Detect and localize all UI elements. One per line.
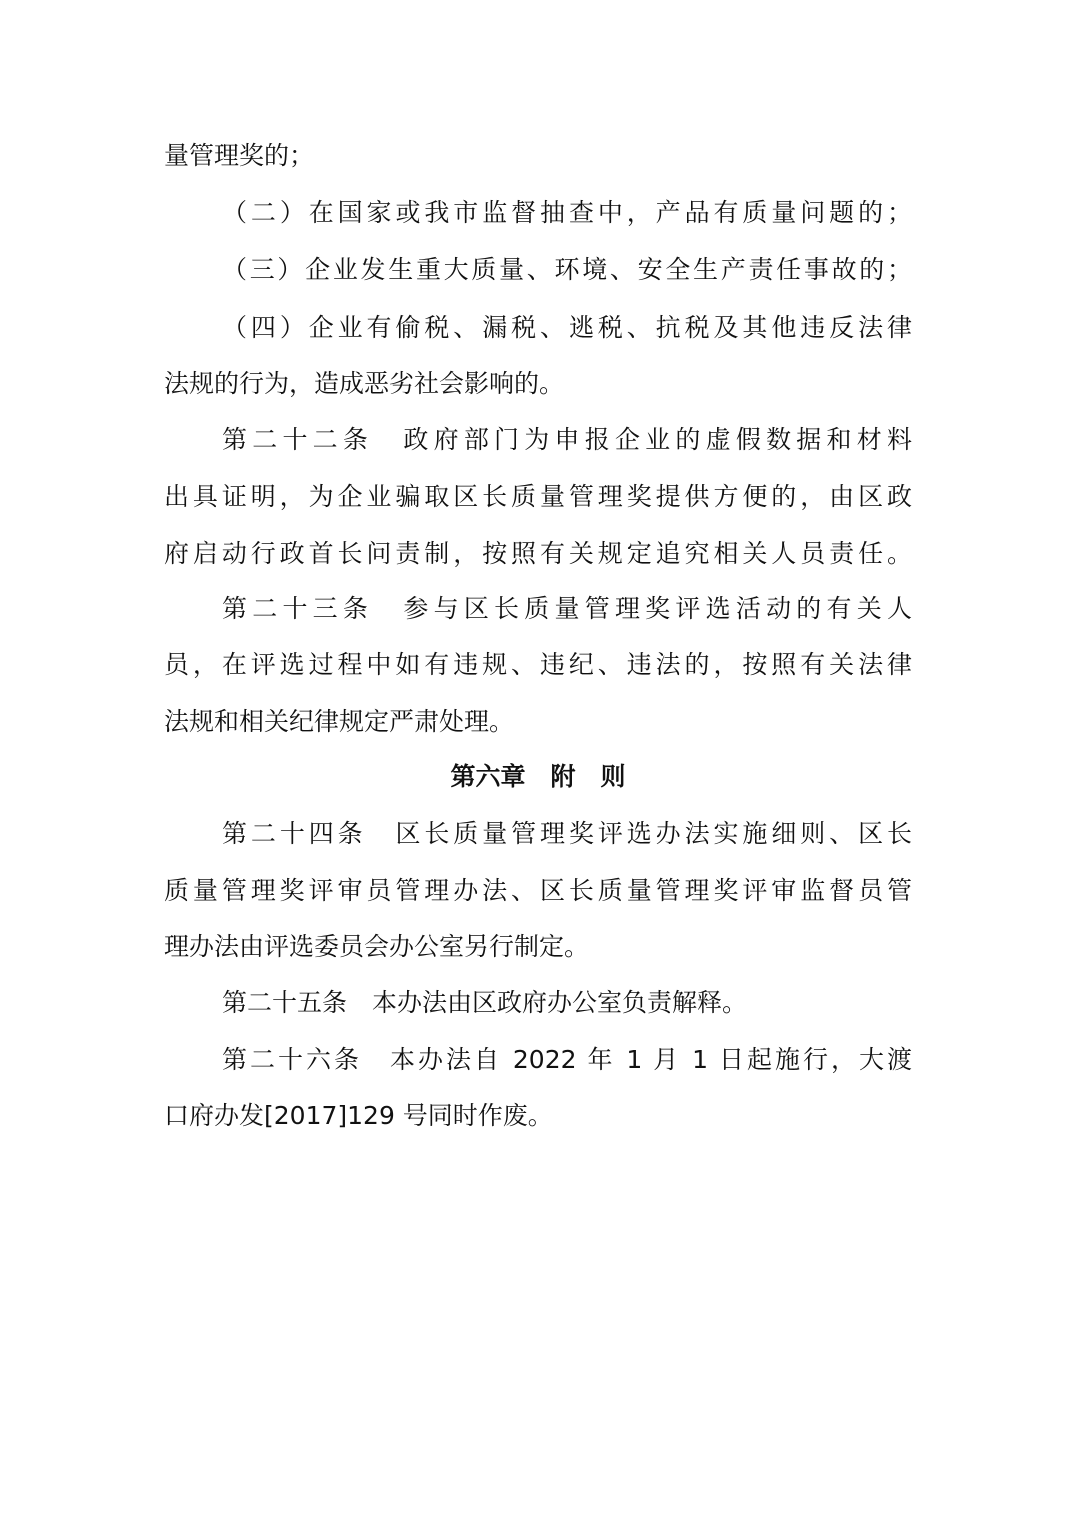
text-line: 质量管理奖评审员管理办法、区长质量管理奖评审监督员管 (164, 876, 912, 905)
text-line: （三）企业发生重大质量、环境、安全生产责任事故的； (222, 255, 912, 284)
text-line: 第二十三条 参与区长质量管理奖评选活动的有关人 (222, 594, 912, 623)
text-line: 口府办发[2017]129 号同时作废。 (164, 1101, 553, 1130)
text-line: 法规和相关纪律规定严肃处理。 (164, 707, 515, 736)
text-line: （四）企业有偷税、漏税、逃税、抗税及其他违反法律 (222, 313, 912, 342)
text-line: 出具证明，为企业骗取区长质量管理奖提供方便的，由区政 (164, 482, 912, 511)
text-line: 第二十二条 政府部门为申报企业的虚假数据和材料 (222, 425, 912, 454)
chapter-heading: 第六章 附 则 (450, 762, 626, 791)
text-line: 第二十五条 本办法由区政府办公室负责解释。 (222, 988, 748, 1017)
text-line: 理办法由评选委员会办公室另行制定。 (164, 932, 590, 961)
text-line: 员，在评选过程中如有违规、违纪、违法的，按照有关法律 (164, 650, 912, 679)
text-line: 府启动行政首长问责制，按照有关规定追究相关人员责任。 (164, 539, 912, 568)
text-line: 量管理奖的； (164, 141, 315, 170)
text-line: 第二十四条 区长质量管理奖评选办法实施细则、区长 (222, 819, 912, 848)
text-line: 第二十六条 本办法自 2022 年 1 月 1 日起施行，大渡 (222, 1045, 912, 1074)
text-line: 法规的行为，造成恶劣社会影响的。 (164, 369, 565, 398)
text-line: （二）在国家或我市监督抽查中，产品有质量问题的； (222, 198, 912, 227)
